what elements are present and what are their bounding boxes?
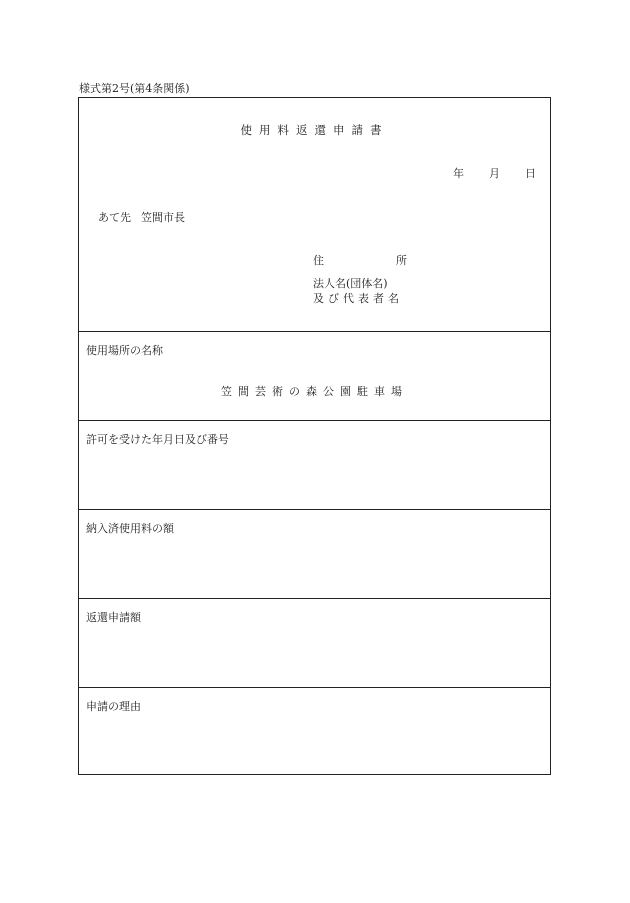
- field-label: 使用場所の名称: [86, 344, 163, 357]
- field-label: 納入済使用料の額: [86, 522, 174, 535]
- addressee-name: 笠間市長: [141, 211, 185, 224]
- field-paid-fee-amount: [79, 510, 550, 599]
- form-number: 様式第2号(第4条関係): [79, 82, 190, 95]
- date-year-label: 年: [453, 167, 464, 180]
- corporation-name-label: 法人名(団体名): [313, 277, 388, 290]
- document-title: 使用料返還申請書: [240, 123, 389, 137]
- field-permit-date-number: [79, 421, 550, 510]
- field-label: 申請の理由: [86, 700, 141, 713]
- field-refund-amount: [79, 599, 550, 688]
- addressee-label: あて先: [98, 211, 131, 224]
- field-label: 許可を受けた年月日及び番号: [86, 433, 229, 446]
- applicant-address-label: [313, 252, 407, 268]
- field-label: 返還申請額: [86, 611, 141, 624]
- field-facility-name: [79, 332, 550, 421]
- form-header-section: [79, 98, 550, 332]
- addressee: [98, 209, 185, 225]
- address-label-part-2: 所: [396, 254, 407, 267]
- date-month-label: 月: [489, 167, 500, 180]
- representative-name-label: 及び代表者名: [313, 292, 403, 305]
- date-day-label: 日: [525, 167, 536, 180]
- field-application-reason: [79, 688, 550, 777]
- application-form: [78, 97, 551, 775]
- field-value: 笠間芸術の森公園駐車場: [221, 385, 408, 398]
- address-label-part-1: 住: [313, 254, 324, 267]
